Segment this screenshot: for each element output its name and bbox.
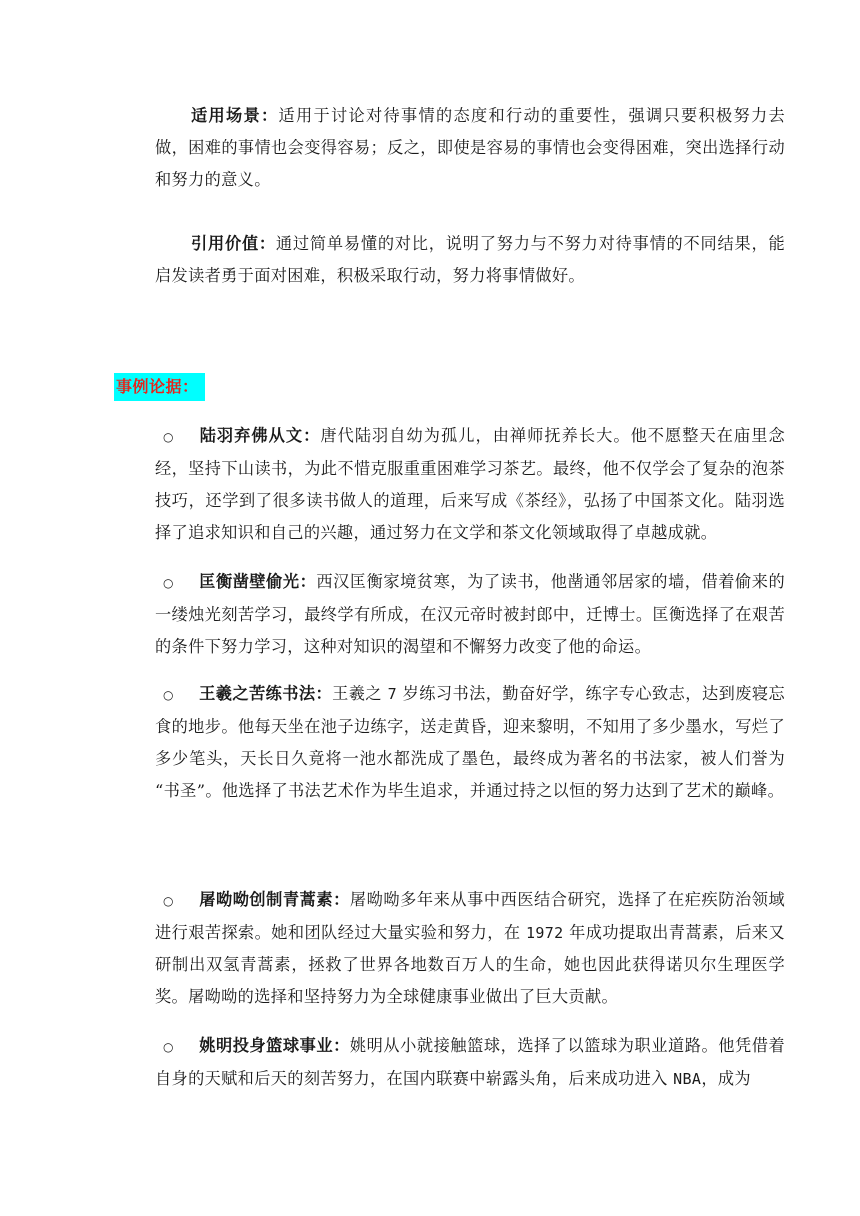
example-item	[155, 884, 785, 1013]
example-title: 王羲之苦练书法：	[199, 684, 333, 703]
example-text: 唐代陆羽自幼为孤儿，由禅师抚养长大。他不愿整天在庙里念经，坚持下山读书，为此不惜克服重重困难学习茶艺。最终，他不仅学会了复杂的泡茶技巧，还学到了很多读书做人的道理，后来写成《茶经》，弘扬了中国茶文化。陆羽选择了追求知识和自己的兴趣，通过努力在文学和茶文化领域取得了卓越成就。	[155, 426, 785, 542]
example-text-before: 姚明从小就接触篮球，选择了以篮球为职业道路。他凭借着自身的天赋和后天的刻苦努力，在国内联赛中崭露头角，后来成功进入	[155, 1036, 785, 1088]
example-text: 西汉匡衡家境贫寒，为了读书，他凿通邻居家的墙，借着偷来的一缕烛光刻苦学习，最终学有所成，在汉元帝时被封郎中，迁博士。匡衡选择了在艰苦的条件下努力学习，这种对知识的渴望和不懈努力改变了他的命运。	[155, 572, 785, 656]
section-heading: 事例论据：	[114, 373, 205, 401]
example-item	[155, 566, 785, 663]
bullet-icon: ○	[163, 688, 174, 702]
usage-label: 适用场景：	[191, 106, 279, 125]
example-text-after: 年成功提取出青蒿素，后来又研制出双氢青蒿素，拯救了世界各地数百万人的生命，她也因此获得诺贝尔生理医学奖。屠呦呦的选择和坚持努力为全球健康事业做出了巨大贡献。	[155, 923, 785, 1006]
value-label: 引用价值：	[191, 234, 276, 253]
example-text-before: 王羲之	[332, 684, 388, 703]
example-text-after: ，成为	[701, 1069, 751, 1088]
bullet-icon: ○	[163, 430, 174, 444]
example-title: 姚明投身篮球事业：	[199, 1036, 350, 1055]
example-item	[155, 678, 785, 807]
value-paragraph	[155, 228, 785, 292]
bullet-icon: ○	[163, 1040, 174, 1054]
example-number: NBA	[673, 1070, 702, 1088]
example-title: 匡衡凿壁偷光：	[199, 572, 317, 591]
bullet-icon: ○	[163, 576, 174, 590]
example-item	[155, 420, 785, 549]
example-title: 陆羽弃佛从文：	[199, 426, 321, 445]
example-item	[155, 1030, 785, 1095]
example-number: 1972	[526, 924, 564, 942]
bullet-icon: ○	[163, 894, 174, 908]
value-text: 通过简单易懂的对比，说明了努力与不努力对待事情的不同结果，能启发读者勇于面对困难，积极采取行动，努力将事情做好。	[155, 234, 785, 285]
usage-text: 适用于讨论对待事情的态度和行动的重要性，强调只要积极努力去做，困难的事情也会变得容易；反之，即使是容易的事情也会变得困难，突出选择行动和努力的意义。	[155, 106, 785, 189]
example-text-before: 屠呦呦多年来从事中西医结合研究，选择了在疟疾防治领域进行艰苦探索。她和团队经过大量实验和努力，在	[155, 890, 785, 942]
example-number: 7	[387, 685, 398, 703]
example-title: 屠呦呦创制青蒿素：	[199, 890, 350, 909]
example-text-after: 岁练习书法，勤奋好学，练字专心致志，达到废寝忘食的地步。他每天坐在池子边练字，送走黄昏，迎来黎明，不知用了多少墨水，写烂了多少笔头，天长日久竟将一池水都洗成了墨色，最终成为著名的书法家，被人们誉为 “书圣”。他选择了书法艺术作为毕生追求，并通过持之以恒的努力达到了艺术的巅峰。	[155, 684, 785, 800]
usage-paragraph	[155, 100, 785, 196]
